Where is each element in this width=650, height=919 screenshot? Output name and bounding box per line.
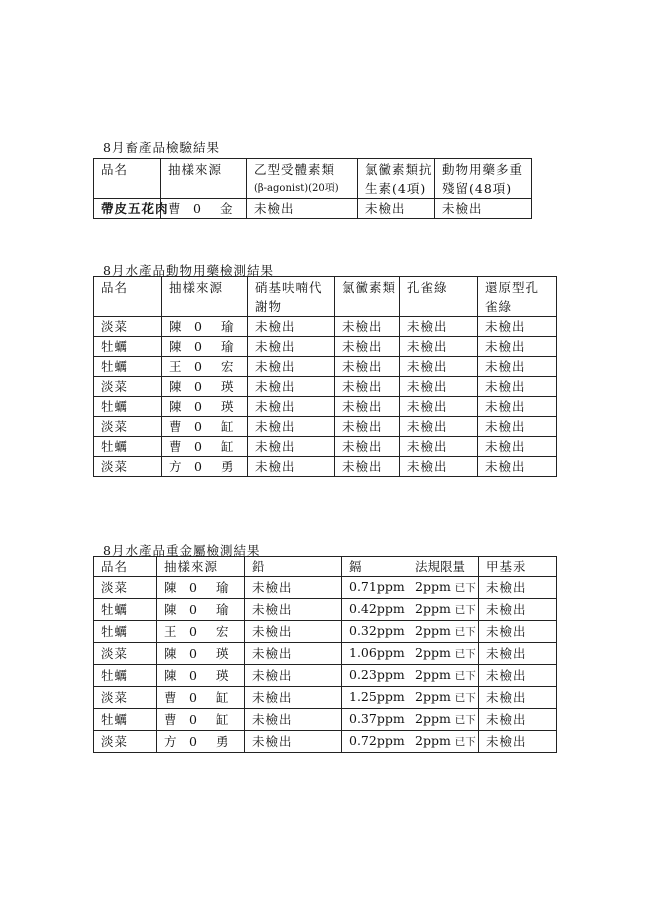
- result-cell: 未檢出: [335, 397, 400, 417]
- header-chloramphenicol: 氯黴素類: [335, 277, 400, 317]
- table-row: [94, 577, 557, 599]
- result-cell: 未檢出: [400, 337, 478, 357]
- methylmercury-result: 未檢出: [479, 577, 557, 599]
- result-cell: 未檢出: [400, 417, 478, 437]
- result-cell: 未檢出: [478, 437, 557, 457]
- result-cell: 未檢出: [435, 199, 532, 219]
- table-row: [94, 337, 557, 357]
- result-cell: 未檢出: [358, 199, 435, 219]
- aquatic-drug-title: 8月水產品動物用藥檢測結果: [103, 263, 274, 278]
- table-row: [94, 731, 557, 753]
- sampler: 陳 0 瑛: [157, 665, 245, 687]
- result-cell: 未檢出: [248, 437, 335, 457]
- table-row: [94, 599, 557, 621]
- header-sampler: 抽樣來源: [157, 557, 245, 577]
- header-cadmium: 鎘 法規限量: [342, 557, 479, 577]
- header-name: 品名: [94, 557, 157, 577]
- cadmium-result: 0.23ppm 2ppm 已下: [342, 665, 479, 687]
- item-name: 牡蠣: [94, 397, 162, 417]
- cadmium-result: 1.25ppm 2ppm 已下: [342, 687, 479, 709]
- result-cell: 未檢出: [335, 357, 400, 377]
- table-row: [94, 377, 557, 397]
- header-methylmercury: 甲基汞: [479, 557, 557, 577]
- lead-result: 未檢出: [245, 599, 342, 621]
- livestock-title: 8月畜產品檢驗結果: [103, 140, 220, 155]
- table-row: [94, 357, 557, 377]
- lead-result: 未檢出: [245, 687, 342, 709]
- table-row: [94, 665, 557, 687]
- lead-result: 未檢出: [245, 665, 342, 687]
- result-cell: 未檢出: [335, 457, 400, 477]
- sampler: 陳 0 瑛: [162, 377, 248, 397]
- sampler: 曹 0 缸: [162, 437, 248, 457]
- lead-result: 未檢出: [245, 621, 342, 643]
- item-name: 淡菜: [94, 317, 162, 337]
- methylmercury-result: 未檢出: [479, 709, 557, 731]
- cadmium-result: 0.32ppm 2ppm 已下: [342, 621, 479, 643]
- header-beta-agonist: 乙型受體素類 (β-agonist)(20項): [247, 159, 358, 199]
- sampler: 陳 0 瑛: [162, 397, 248, 417]
- aquatic-metal-title: 8月水產品重金屬檢測結果: [103, 543, 261, 558]
- header-lead: 鉛: [245, 557, 342, 577]
- result-cell: 未檢出: [335, 417, 400, 437]
- item-name: 淡菜: [94, 377, 162, 397]
- result-cell: 未檢出: [248, 337, 335, 357]
- lead-result: 未檢出: [245, 643, 342, 665]
- livestock-table: [93, 158, 532, 219]
- methylmercury-result: 未檢出: [479, 599, 557, 621]
- result-cell: 未檢出: [478, 457, 557, 477]
- header-sampler: 抽樣來源: [161, 159, 247, 199]
- item-name: 牡蠣: [94, 621, 157, 643]
- table-row: [94, 397, 557, 417]
- result-cell: 未檢出: [478, 377, 557, 397]
- item-name: 牡蠣: [94, 337, 162, 357]
- result-cell: 未檢出: [248, 457, 335, 477]
- item-name: 牡蠣: [94, 357, 162, 377]
- cadmium-result: 0.37ppm 2ppm 已下: [342, 709, 479, 731]
- result-cell: 未檢出: [400, 397, 478, 417]
- methylmercury-result: 未檢出: [479, 731, 557, 753]
- result-cell: 未檢出: [335, 437, 400, 457]
- cadmium-result: 0.42ppm 2ppm 已下: [342, 599, 479, 621]
- sampler: 曹 0 金: [161, 199, 247, 219]
- sampler: 陳 0 瑜: [162, 337, 248, 357]
- table-row: [94, 643, 557, 665]
- result-cell: 未檢出: [248, 357, 335, 377]
- result-cell: 未檢出: [478, 397, 557, 417]
- result-cell: 未檢出: [400, 357, 478, 377]
- item-name: 牡蠣: [94, 709, 157, 731]
- result-cell: 未檢出: [400, 317, 478, 337]
- methylmercury-result: 未檢出: [479, 621, 557, 643]
- result-cell: 未檢出: [248, 417, 335, 437]
- livestock-header-row: [94, 159, 532, 199]
- result-cell: 未檢出: [335, 317, 400, 337]
- sampler: 陳 0 瑜: [157, 577, 245, 599]
- table-row: [94, 199, 532, 219]
- header-malachite-green: 孔雀綠: [400, 277, 478, 317]
- sampler: 王 0 宏: [157, 621, 245, 643]
- result-cell: 未檢出: [335, 337, 400, 357]
- aquatic-metal-header-row: [94, 557, 557, 577]
- item-name: 淡菜: [94, 643, 157, 665]
- aquatic-drug-table: [93, 276, 557, 477]
- aquatic-drug-header-row: [94, 277, 557, 317]
- lead-result: 未檢出: [245, 709, 342, 731]
- result-cell: 未檢出: [478, 337, 557, 357]
- result-cell: 未檢出: [335, 377, 400, 397]
- table-row: [94, 687, 557, 709]
- header-multi-residue: 動物用藥多重 殘留(48項): [435, 159, 532, 199]
- item-name: 牡蠣: [94, 437, 162, 457]
- aquatic-metal-table: [93, 556, 557, 753]
- result-cell: 未檢出: [478, 357, 557, 377]
- header-chloramphenicol: 氯黴素類抗 生素(4項): [358, 159, 435, 199]
- lead-result: 未檢出: [245, 577, 342, 599]
- result-cell: 未檢出: [248, 397, 335, 417]
- result-cell: 未檢出: [247, 199, 358, 219]
- result-cell: 未檢出: [400, 457, 478, 477]
- methylmercury-result: 未檢出: [479, 687, 557, 709]
- item-name: 淡菜: [94, 417, 162, 437]
- item-name: 牡蠣: [94, 599, 157, 621]
- header-name: 品名: [94, 159, 161, 199]
- item-name: 帶皮五花肉: [94, 199, 161, 219]
- item-name: 淡菜: [94, 577, 157, 599]
- item-name: 淡菜: [94, 687, 157, 709]
- table-row: [94, 417, 557, 437]
- table-row: [94, 317, 557, 337]
- cadmium-result: 1.06ppm 2ppm 已下: [342, 643, 479, 665]
- sampler: 曹 0 缸: [162, 417, 248, 437]
- sampler: 方 0 勇: [157, 731, 245, 753]
- result-cell: 未檢出: [400, 377, 478, 397]
- cadmium-result: 0.72ppm 2ppm 已下: [342, 731, 479, 753]
- result-cell: 未檢出: [478, 417, 557, 437]
- table-row: [94, 709, 557, 731]
- lead-result: 未檢出: [245, 731, 342, 753]
- table-row: [94, 437, 557, 457]
- item-name: 淡菜: [94, 457, 162, 477]
- result-cell: 未檢出: [248, 317, 335, 337]
- item-name: 牡蠣: [94, 665, 157, 687]
- result-cell: 未檢出: [248, 377, 335, 397]
- sampler: 陳 0 瑜: [157, 599, 245, 621]
- header-name: 品名: [94, 277, 162, 317]
- sampler: 王 0 宏: [162, 357, 248, 377]
- item-name: 淡菜: [94, 731, 157, 753]
- cadmium-result: 0.71ppm 2ppm 已下: [342, 577, 479, 599]
- header-leuco-malachite-green: 還原型孔 雀綠: [478, 277, 557, 317]
- sampler: 方 0 勇: [162, 457, 248, 477]
- methylmercury-result: 未檢出: [479, 665, 557, 687]
- header-nitrofuran: 硝基呋喃代 謝物: [248, 277, 335, 317]
- result-cell: 未檢出: [400, 437, 478, 457]
- sampler: 曹 0 缸: [157, 687, 245, 709]
- table-row: [94, 621, 557, 643]
- methylmercury-result: 未檢出: [479, 643, 557, 665]
- sampler: 曹 0 缸: [157, 709, 245, 731]
- result-cell: 未檢出: [478, 317, 557, 337]
- sampler: 陳 0 瑛: [157, 643, 245, 665]
- table-row: [94, 457, 557, 477]
- header-sampler: 抽樣來源: [162, 277, 248, 317]
- sampler: 陳 0 瑜: [162, 317, 248, 337]
